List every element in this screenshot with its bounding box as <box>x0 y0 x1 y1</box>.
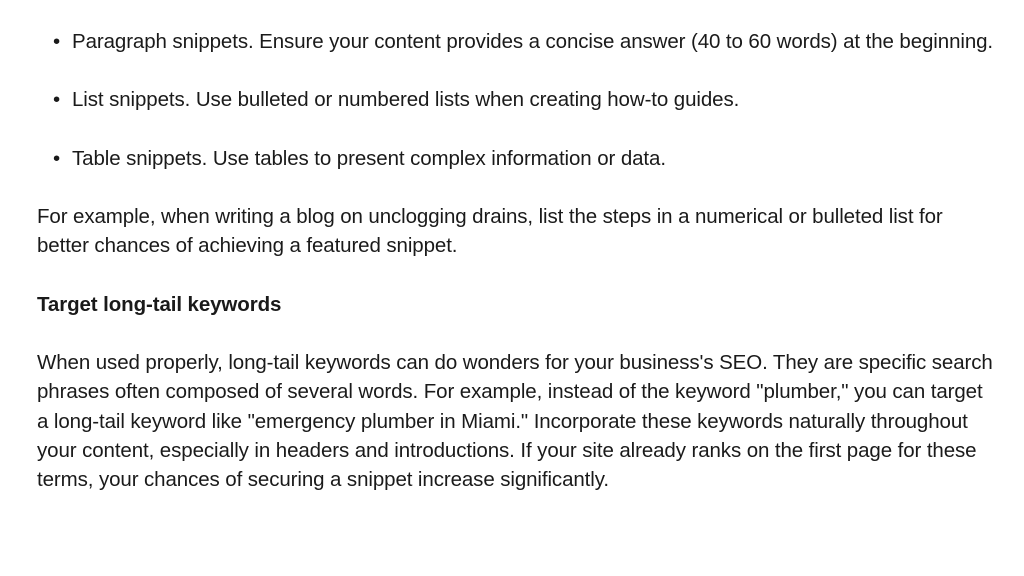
list-item-text: Table snippets. Use tables to present complex information or data. <box>72 146 666 170</box>
snippet-types-list <box>37 27 997 173</box>
list-item-text: Paragraph snippets. Ensure your content provides a concise answer (40 to 60 words) at the beginning. <box>72 30 994 53</box>
example-paragraph: For example, when writing a blog on unclogging drains, list the steps in a numerical or bulleted list for better chances of achieving a featured snippet. <box>37 205 943 258</box>
bullet-icon: • <box>53 146 61 170</box>
article-body <box>37 27 997 523</box>
list-item-text: List snippets. Use bulleted or numbered lists when creating how-to guides. <box>72 88 740 112</box>
body-paragraph: When used properly, long-tail keywords can do wonders for your business's SEO. They are specific search phrases often composed of several words. For example, instead of the keyword "plumber," you can target a long-tail keyword like "emergency plumber in Miami." Incorporate these keywords naturally throughout your content, especially in headers and introductions. If your site already ranks on the first page for these terms, your chances of securing a snippet increase significantly. <box>37 351 993 491</box>
bullet-icon: • <box>53 30 61 53</box>
bullet-icon: • <box>53 88 61 112</box>
list-item <box>37 27 997 56</box>
section-heading: Target long-tail keywords <box>37 292 282 316</box>
list-item <box>37 85 997 114</box>
list-item <box>37 144 997 173</box>
